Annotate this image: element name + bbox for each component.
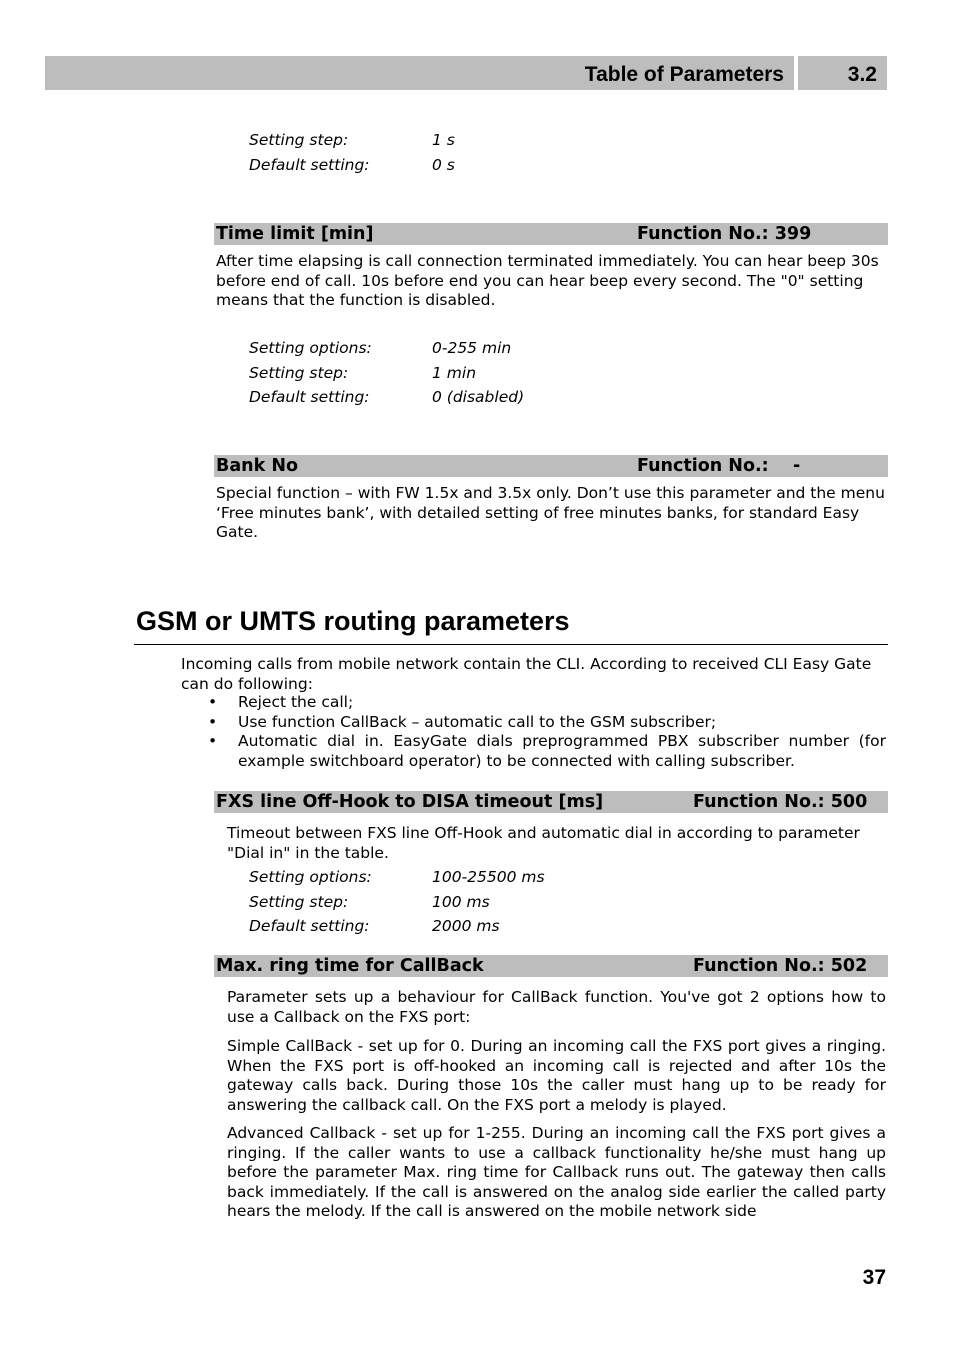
setting-value: 100-25500 ms	[432, 868, 545, 886]
list-item	[206, 693, 886, 713]
page-header	[45, 56, 887, 90]
section-title: FXS line Off-Hook to DISA timeout [ms]	[216, 792, 604, 812]
time-limit-description: After time elapsing is call connection terminated immediately. You can hear beep 30s before end of call. 10s before end you can hear beep every second. The "0" setting means that the function is disabled.	[216, 252, 879, 309]
max-ring-paragraph-1: Parameter sets up a behaviour for CallBack function. You've got 2 options how to use a Callback on the FXS port:	[227, 988, 886, 1026]
function-number: Function No.: 399	[637, 224, 812, 244]
list-item-text: Use function CallBack – automatic call to the GSM subscriber;	[238, 712, 717, 731]
section-title: Bank No	[216, 456, 299, 476]
setting-key: Default setting:	[249, 155, 370, 174]
section-title: Max. ring time for CallBack	[216, 956, 484, 976]
function-number: Function No.: 500	[693, 792, 868, 812]
setting-value: 0-255 min	[432, 339, 512, 357]
setting-key: Setting options:	[249, 339, 372, 357]
setting-value: 1 s	[432, 131, 455, 149]
page-number: 37	[862, 1266, 886, 1289]
header-number-box	[798, 56, 887, 90]
section-header-fxs-offhook	[214, 791, 888, 813]
bullet-icon: •	[208, 732, 218, 750]
setting-key: Setting step:	[249, 892, 349, 911]
function-number: Function No.: -	[637, 456, 801, 476]
setting-value: 1 min	[432, 363, 477, 382]
setting-key: Setting options:	[249, 868, 372, 886]
header-title-box	[45, 56, 794, 90]
setting-value: 0 (disabled)	[432, 388, 525, 406]
max-ring-paragraph-2: Simple CallBack - set up for 0. During an incoming call the FXS port gives a ringing. When the FXS port is off-hooked an incoming call is rejected and after 10s the gateway calls back. During those 10s the caller must hang up to be ready for answering the callback call. On the FXS port a melody is played.	[227, 1037, 886, 1114]
list-item	[206, 713, 886, 733]
section-header-time-limit	[214, 223, 888, 245]
heading-rule	[134, 644, 888, 645]
section-header-max-ring	[214, 955, 888, 977]
setting-key: Default setting:	[249, 388, 370, 406]
gsm-intro: Incoming calls from mobile network contain the CLI. According to received CLI Easy Gate can do following:	[181, 655, 872, 693]
function-number: Function No.: 502	[693, 956, 868, 976]
setting-key: Setting step:	[249, 363, 349, 382]
setting-key: Setting step:	[249, 131, 349, 149]
section-header-bank-no	[214, 455, 888, 477]
setting-value: 100 ms	[432, 892, 490, 911]
bullet-icon: •	[208, 693, 218, 711]
setting-key: Default setting:	[249, 917, 370, 935]
setting-value: 0 s	[432, 155, 455, 174]
header-title: Table of Parameters	[584, 63, 784, 86]
section-title: Time limit [min]	[216, 224, 374, 244]
list-item-text: Automatic dial in. EasyGate dials preprogrammed PBX subscriber number (for example switchboard operator) to be connected with calling subscriber.	[238, 732, 886, 770]
gsm-bullet-list	[206, 693, 886, 771]
max-ring-paragraph-3: Advanced Callback - set up for 1-255. During an incoming call the FXS port gives a ringing. If the caller wants to use a callback functionality he/she must hang up before the parameter Max. ring time for Callback runs out. The gateway then calls back immediately. If the call is answered on the analog side earlier the called party hears the melody. If the call is answered on the mobile network side	[227, 1124, 886, 1220]
setting-value: 2000 ms	[432, 917, 500, 935]
header-number: 3.2	[847, 63, 877, 86]
bullet-icon: •	[208, 712, 218, 731]
fxs-offhook-description: Timeout between FXS line Off-Hook and automatic dial in according to parameter "Dial in" in the table.	[227, 824, 860, 862]
list-item-text: Reject the call;	[238, 693, 354, 711]
bank-no-description: Special function – with FW 1.5x and 3.5x only. Don’t use this parameter and the menu ‘Free minutes bank’, with detailed setting of free minutes banks, for standard Easy Gate.	[216, 484, 885, 541]
list-item	[206, 732, 886, 771]
section-heading: GSM or UMTS routing parameters	[136, 606, 570, 636]
